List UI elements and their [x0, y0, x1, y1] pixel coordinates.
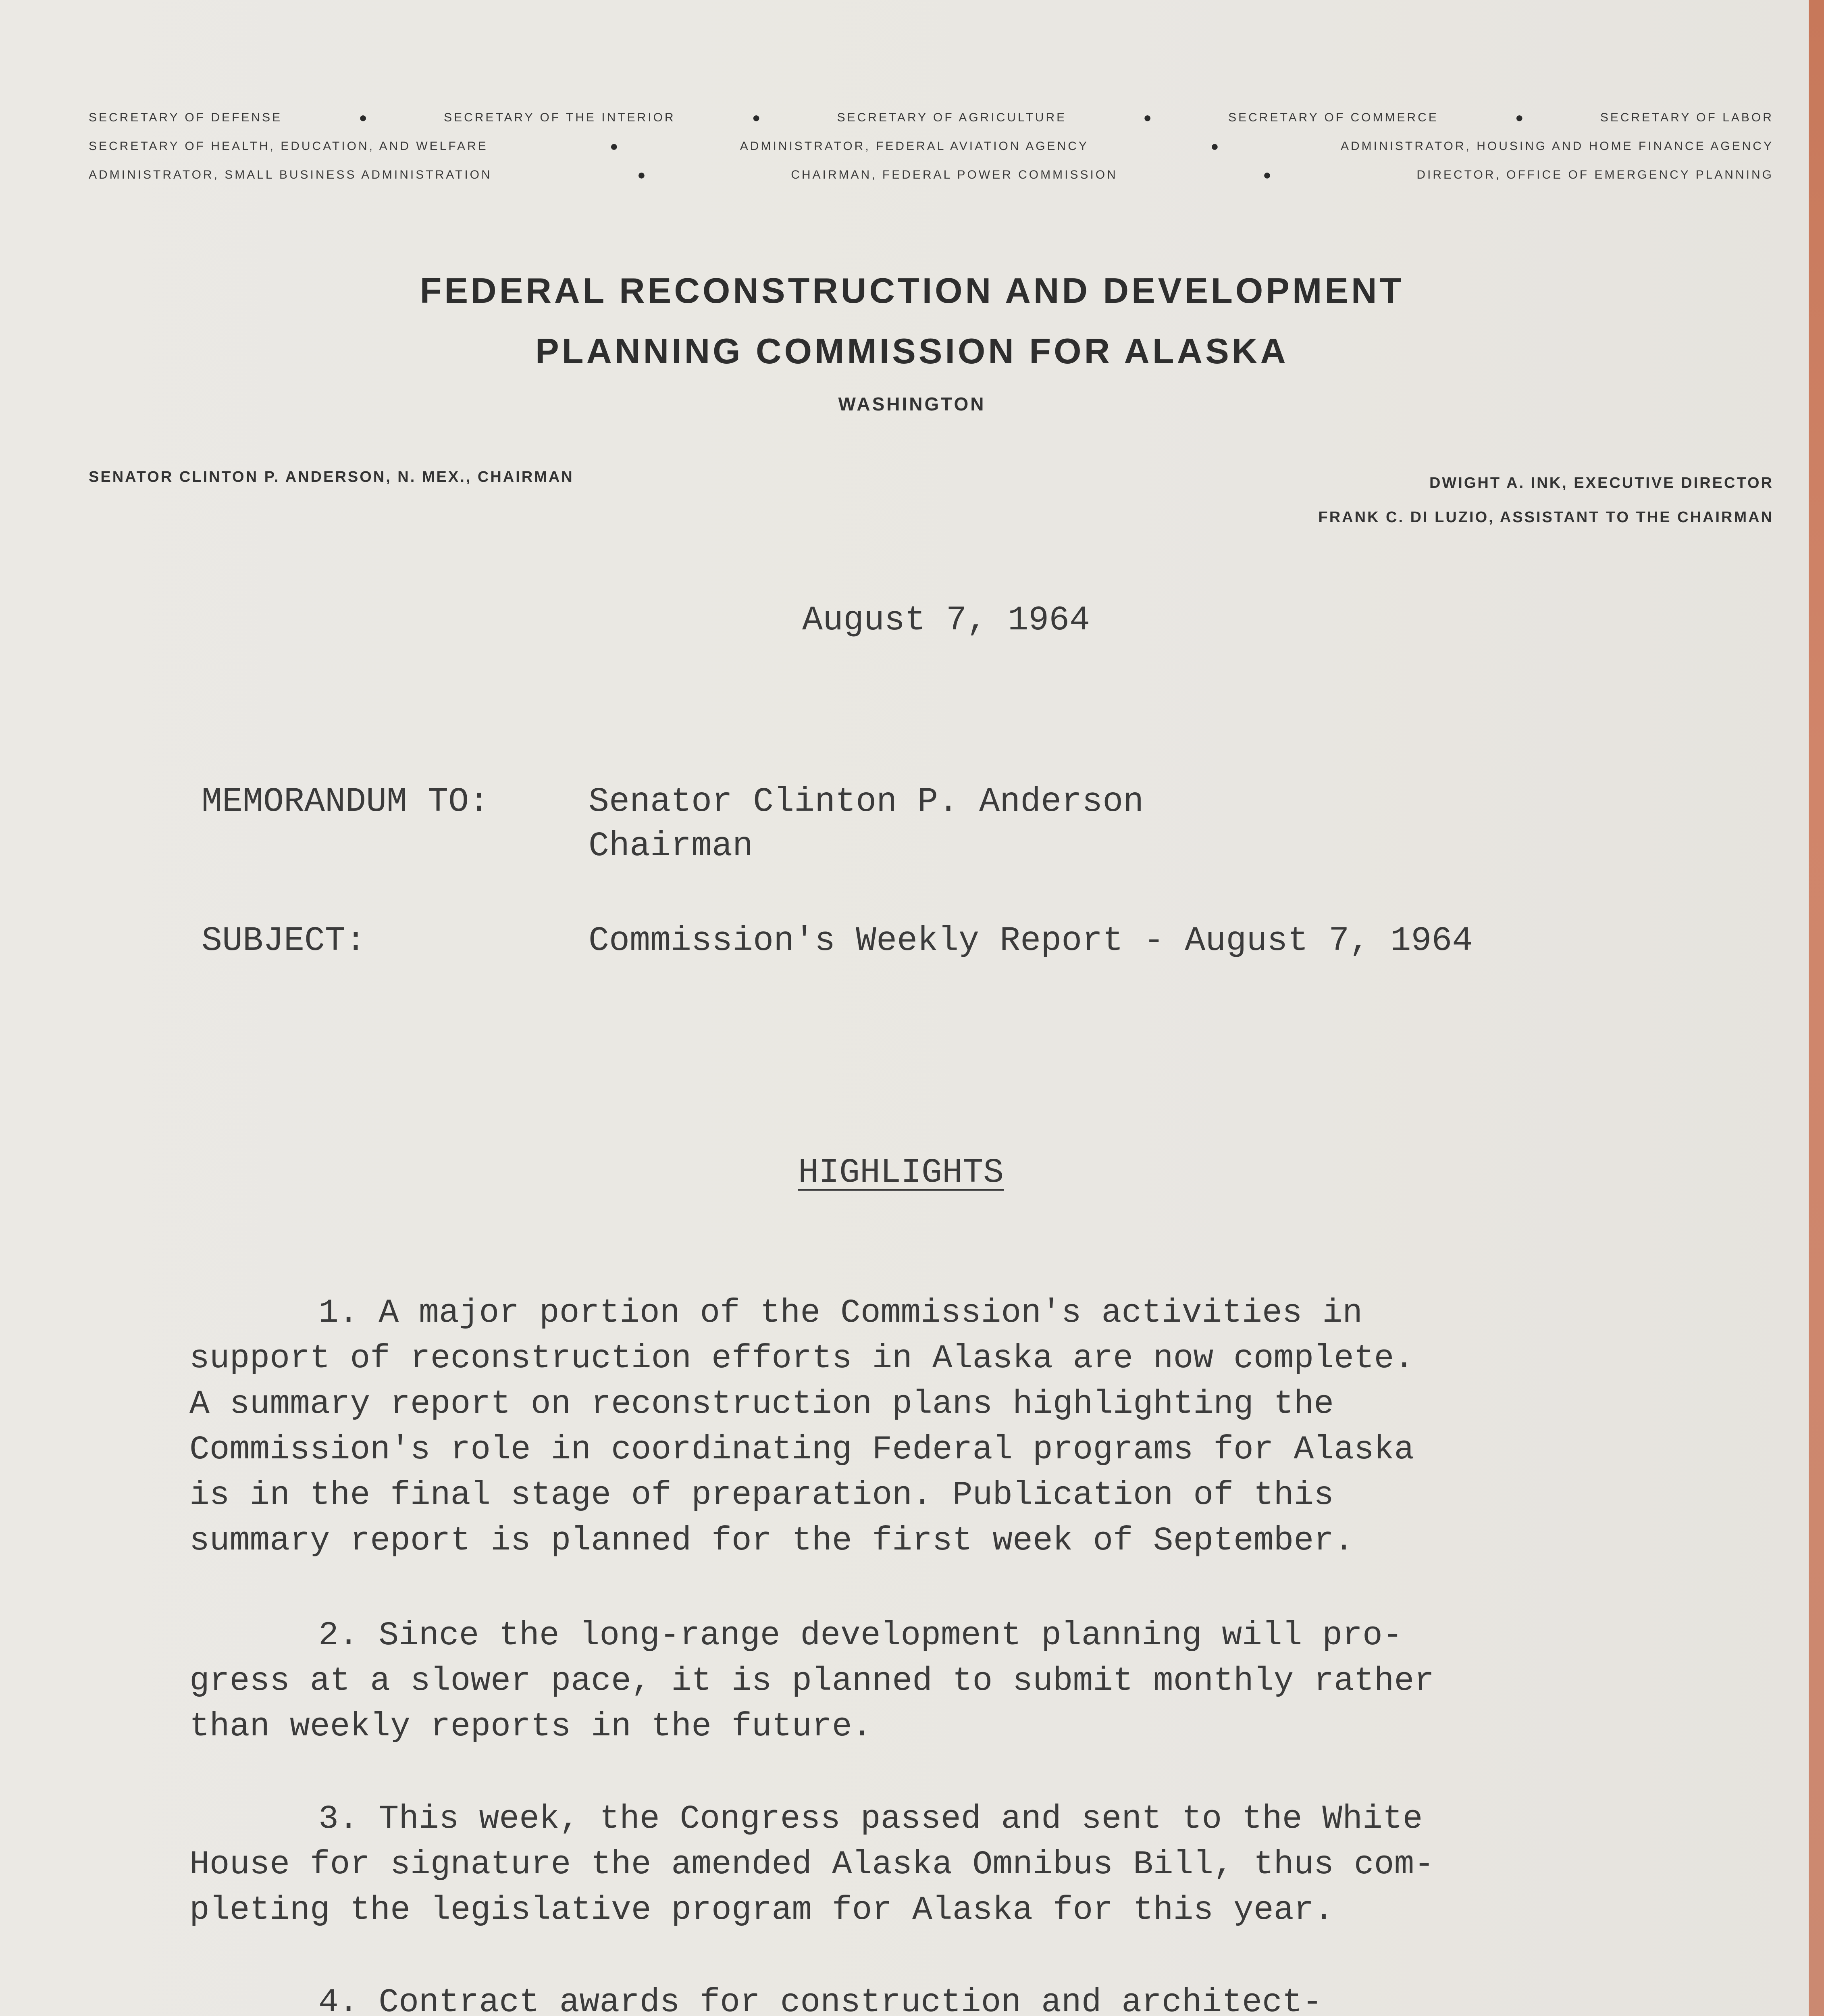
letterhead-row-3: [89, 163, 1774, 187]
paragraph-line: support of reconstruction efforts in Alaska are now complete.: [189, 1339, 1414, 1377]
highlight-item-3: [189, 1796, 1434, 1933]
bullet-separator: ●: [359, 110, 367, 125]
subject-text: Commission's Weekly Report - August 7, 1964: [589, 921, 1473, 960]
paragraph-line: 3. This week, the Congress passed and sent to the White: [318, 1800, 1423, 1838]
bullet-separator: ●: [1143, 110, 1152, 125]
bullet-separator: ●: [1263, 167, 1271, 183]
paragraph-line: than weekly reports in the future.: [189, 1708, 872, 1745]
bullet-separator: ●: [752, 110, 761, 125]
paragraph-line: pleting the legislative program for Alaska for this year.: [189, 1891, 1334, 1929]
letterhead-member: CHAIRMAN, FEDERAL POWER COMMISSION: [791, 168, 1118, 181]
executive-director-name: DWIGHT A. INK, EXECUTIVE DIRECTOR: [1429, 475, 1774, 492]
letterhead-member: SECRETARY OF THE INTERIOR: [444, 111, 676, 124]
paragraph-line: is in the final stage of preparation. Publication of this: [189, 1476, 1334, 1514]
paragraph-line: House for signature the amended Alaska Omnibus Bill, thus com-: [189, 1845, 1435, 1883]
paragraph-line: 2. Since the long-range development planning will pro-: [318, 1616, 1403, 1654]
location-heading: WASHINGTON: [838, 394, 986, 414]
letterhead-member: ADMINISTRATOR, SMALL BUSINESS ADMINISTRATION: [89, 168, 492, 181]
assistant-name: FRANK C. DI LUZIO, ASSISTANT TO THE CHAIRMAN: [1318, 509, 1774, 526]
paragraph-line: summary report is planned for the first week of September.: [189, 1522, 1354, 1560]
memo-to-name: Senator Clinton P. Anderson: [589, 782, 1144, 821]
letterhead-member: DIRECTOR, OFFICE OF EMERGENCY PLANNING: [1416, 168, 1774, 181]
letterhead-member: SECRETARY OF AGRICULTURE: [837, 111, 1067, 124]
letterhead-member: SECRETARY OF LABOR: [1600, 111, 1774, 124]
commission-title-line-2: PLANNING COMMISSION FOR ALASKA: [535, 331, 1289, 371]
paragraph-line: A summary report on reconstruction plans highlighting the: [189, 1385, 1334, 1423]
highlight-item-4: [189, 1980, 1434, 2016]
paragraph-line: Commission's role in coordinating Federal programs for Alaska: [189, 1431, 1414, 1468]
letterhead-row-1: [89, 106, 1774, 130]
bullet-separator: ●: [1515, 110, 1524, 125]
subject-label: SUBJECT:: [202, 921, 366, 960]
highlight-item-1: [189, 1290, 1414, 1564]
bullet-separator: ●: [637, 167, 646, 183]
letterhead-row-2: [89, 134, 1774, 158]
letterhead-member: ADMINISTRATOR, FEDERAL AVIATION AGENCY: [740, 140, 1089, 153]
memo-to-label: MEMORANDUM TO:: [202, 782, 490, 821]
highlights-heading: HIGHLIGHTS: [798, 1153, 1004, 1192]
letterhead-member: SECRETARY OF DEFENSE: [89, 111, 283, 124]
memo-to-title: Chairman: [589, 827, 753, 866]
paragraph-line: 4. Contract awards for construction and architect-: [318, 1983, 1323, 2016]
bullet-separator: ●: [609, 138, 618, 154]
commission-title-line-1: FEDERAL RECONSTRUCTION AND DEVELOPMENT: [420, 271, 1404, 310]
letterhead-member: ADMINISTRATOR, HOUSING AND HOME FINANCE AGENCY: [1340, 140, 1774, 153]
paragraph-line: 1. A major portion of the Commission's activities in: [318, 1294, 1363, 1332]
highlight-item-2: [189, 1613, 1434, 1749]
chairman-name: SENATOR CLINTON P. ANDERSON, N. MEX., CHAIRMAN: [89, 469, 574, 485]
letterhead-member: SECRETARY OF COMMERCE: [1228, 111, 1439, 124]
letterhead-member: SECRETARY OF HEALTH, EDUCATION, AND WELFARE: [89, 140, 488, 153]
paragraph-line: gress at a slower pace, it is planned to submit monthly rather: [189, 1662, 1435, 1700]
memo-date: August 7, 1964: [802, 601, 1090, 640]
bullet-separator: ●: [1210, 138, 1219, 154]
